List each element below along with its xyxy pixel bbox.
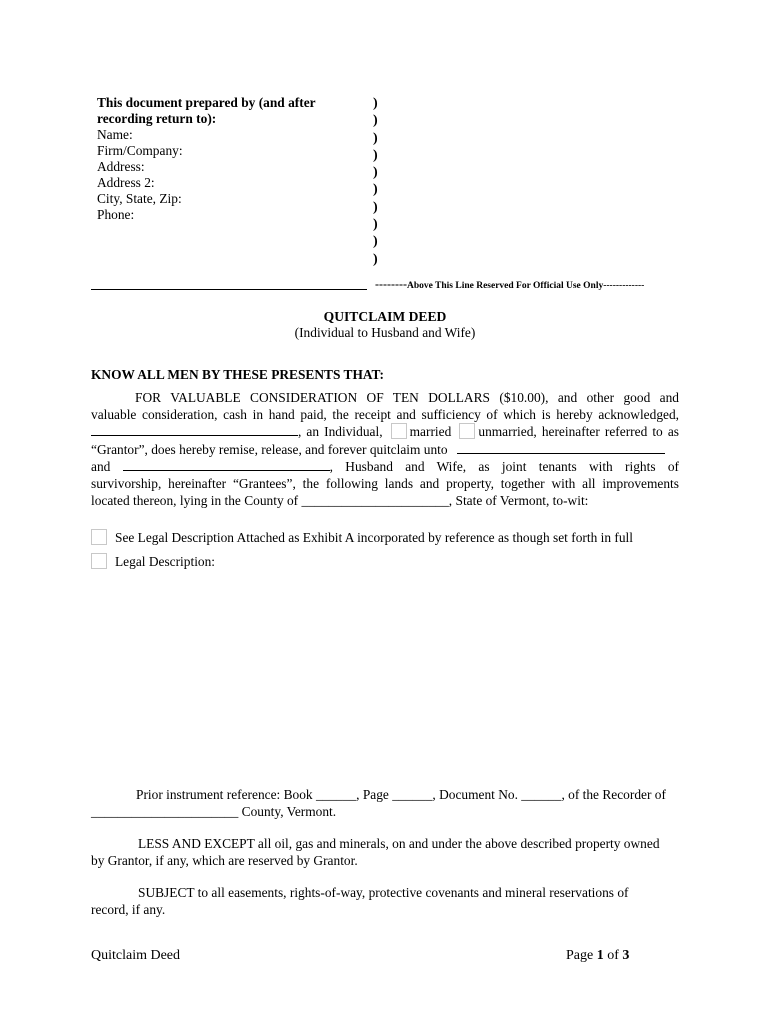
joint-tenants-text: Husband and Wife, as joint tenants with rights of [345,459,679,475]
exhibit-option [91,529,633,546]
field-name-label: Name: [97,127,133,142]
grantee-2-blank[interactable] [123,458,330,471]
prepared-by-title: This document prepared by (and after recording return to): [97,95,316,126]
exhibit-checkbox[interactable] [91,529,107,545]
prior-county-text: County, Vermont. [238,803,337,819]
paren: ) [373,147,378,163]
page-total: 3 [622,948,630,963]
subject-line-2: record, if any. [91,901,166,917]
document-subtitle: (Individual to Husband and Wife) [294,325,476,340]
field-address2-label: Address 2: [97,175,155,190]
consideration-line-1: FOR VALUABLE CONSIDERATION OF TEN DOLLARS ($10.00), and other good and [135,390,679,405]
page-indicator [566,948,629,964]
intro-heading: KNOW ALL MEN BY THESE PRESENTS THAT: [91,367,384,382]
less-except-line-2: by Grantor, if any, which are reserved by Grantor. [91,852,358,868]
subject-line-1: SUBJECT to all easements, rights-of-way, protective covenants and mineral reservations of [138,885,629,900]
less-except-paragraph [91,836,679,869]
less-except-line-1: LESS AND EXCEPT all oil, gas and minerals, on and under the above described property owned [138,836,660,851]
legal-description-label: Legal Description: [115,554,216,569]
paren: ) [373,234,378,250]
married-checkbox[interactable] [391,423,407,439]
prior-line-2 [91,804,679,821]
consideration-line-5 [91,458,679,476]
consideration-line-4 [91,441,679,459]
unmarried-label: unmarried, hereinafter referred to as [478,424,679,440]
legal-description-option [91,553,215,570]
county-blank[interactable]: ______________________ [301,492,449,508]
grantor-name-blank[interactable] [91,423,298,436]
signature-line [91,289,367,290]
paren: ) [373,113,378,129]
comma: , [329,459,333,475]
unmarried-checkbox[interactable] [459,423,475,439]
field-firm-label: Firm/Company: [97,143,183,158]
grantee-1-blank[interactable] [457,441,665,454]
paren: ) [373,130,378,146]
prior-county-blank[interactable]: ______________________ [91,803,239,819]
official-use-dashes: -------- [375,277,407,291]
paren: ) [373,251,378,267]
of-label: of [607,948,619,963]
consideration-line-6: survivorship, hereinafter “Grantees”, the following lands and property, together with all improvements [91,475,679,491]
consideration-line-3 [91,423,679,441]
footer-title: Quitclaim Deed [91,948,181,963]
paren: ) [373,96,378,111]
prior-line-1: Prior instrument reference: Book ______, Page ______, Document No. ______, of the Recorder of [136,787,666,802]
paren: ) [373,182,378,198]
grantor-quitclaim-text: “Grantor”, does hereby remise, release, and forever quitclaim unto [91,441,448,457]
page-label: Page [566,948,594,963]
and-label: and [91,459,111,475]
exhibit-label: See Legal Description Attached as Exhibit A incorporated by reference as though set forth in full [115,530,633,545]
official-use-text: Above This Line Reserved For Official Use Only------------- [406,281,645,291]
official-use-note [375,277,644,292]
prior-instrument-paragraph [91,787,679,820]
consideration-line-2: valuable consideration, cash in hand paid, the receipt and sufficiency of which is hereby acknowledged, [91,406,679,422]
paren: ) [373,165,378,181]
legal-description-checkbox[interactable] [91,553,107,569]
consideration-paragraph [91,390,679,509]
bracket-column [373,95,378,268]
individual-label: , an Individual, [298,424,383,440]
county-label: located thereon, lying in the County of [91,492,299,508]
paren: ) [373,199,378,215]
field-city-state-zip-label: City, State, Zip: [97,191,182,206]
field-address-label: Address: [97,159,145,174]
preparer-block [97,95,367,223]
page-number: 1 [596,948,604,963]
state-vermont-text: , State of Vermont, to-wit: [448,492,589,508]
consideration-line-7 [91,493,679,510]
married-label: married [409,424,452,440]
subject-paragraph [91,885,679,918]
field-phone-label: Phone: [97,207,135,222]
document-title: QUITCLAIM DEED [323,309,447,324]
paren: ) [373,217,378,233]
